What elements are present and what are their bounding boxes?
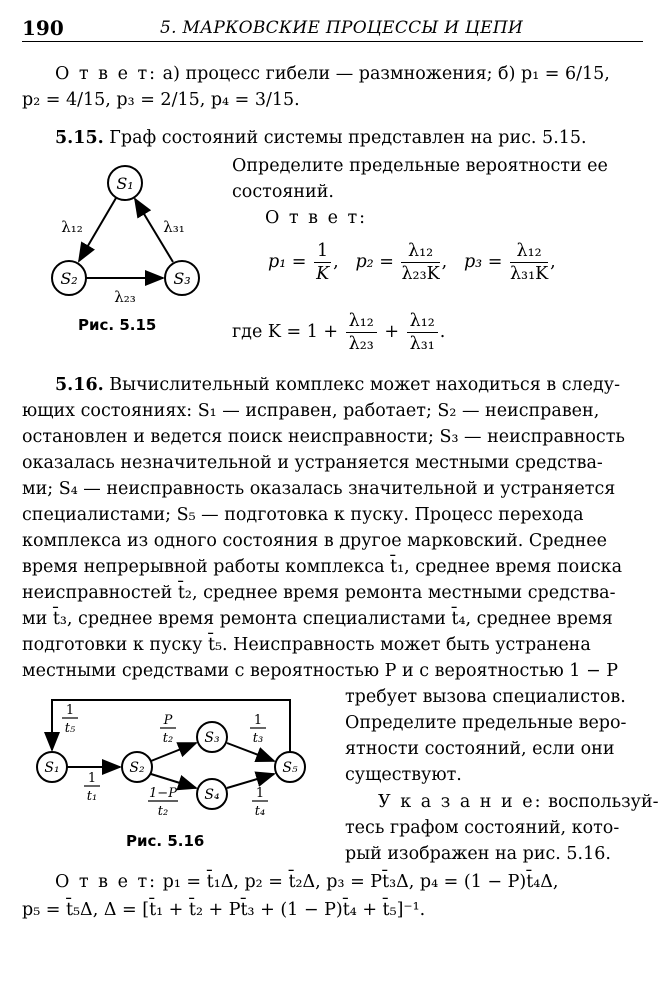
problem-515-line1: [55, 126, 587, 150]
answer-516-line2: p₅ = t̄₅Δ, Δ = [t̄₁ + t̄₂ + Pt̄₃ + (1 − P)t̄₄ + t̄₅]⁻¹.: [22, 900, 426, 920]
answer-label: О т в е т:: [55, 872, 158, 892]
rate-den: t₁: [86, 789, 98, 804]
p1-fraction: [314, 240, 331, 285]
page-number: 190: [22, 16, 64, 40]
k-den2: λ₃₁: [409, 334, 435, 354]
rate-l12-label: λ₁₂: [61, 218, 83, 236]
problem-515-answer-label: О т в е т:: [265, 208, 368, 228]
problem-516-line: остановлен и ведется поиск неисправности; S₃ — неисправность: [22, 427, 625, 447]
problem-515-line2: Определите предельные вероятности ее: [232, 156, 608, 176]
state-s3-label: S₃: [173, 269, 191, 288]
problem-516-line: оказалась незначительной и устраняется местными средства-: [22, 453, 603, 473]
problem-516-line: ми t̄₃, среднее время ремонта специалистами t̄₄, среднее время: [22, 609, 613, 629]
problem-516-line1: [55, 373, 620, 397]
state-s1-label: S₁: [116, 174, 134, 193]
figure-5-15-graph: [22, 160, 222, 310]
rate-num: 1−P: [149, 786, 177, 801]
rate-l23-label: λ₂₃: [114, 288, 136, 306]
p3-fraction: [510, 240, 548, 285]
answer-515-formula: p₁ = $\frac{1}{K}$ , p₂ = $\frac{\text{λ₁₂}}{\text{λ₂₃K}}$ , p₃ = $\frac{\text{λ₁₂}}{\text{λ₃₁K}}$ ,: [268, 241, 556, 284]
answer-text: p₁ = t̄₁Δ, p₂ = t̄₂Δ, p₃ = Pt̄₃Δ, p₄ = (1 − P)t̄₄Δ,: [162, 872, 559, 892]
p1-num: 1: [314, 240, 331, 263]
hint-label: У к а з а н и е:: [378, 792, 543, 812]
answer-515-k-formula: где K = 1 + $\frac{\text{λ₁₂}}{\text{λ₂₃}}$ + $\frac{\text{λ₁₂}}{\text{λ₃₁}}$ .: [232, 311, 446, 354]
problem-516-line: ми; S₄ — неисправность оказалась значительной и устраняется: [22, 479, 616, 499]
problem-516-side-line: ятности состояний, если они: [345, 739, 615, 759]
state-s5-label: S₅: [282, 760, 298, 776]
problem-number: 5.16.: [55, 375, 104, 395]
rate-s1-s2-label: [84, 771, 100, 804]
edge-s4-s5: [227, 774, 274, 788]
problem-516-line: комплекса из одного состояния в другое марковский. Среднее: [22, 531, 608, 551]
figure-5-16-graph: [22, 690, 332, 830]
rate-s2-s4-label: [148, 786, 178, 819]
state-s3-label: S₃: [204, 730, 220, 746]
answer-text: а) процесс гибели — размножения; б) p₁ = 6/15,: [162, 64, 610, 84]
problem-516-hint-line: тесь графом состояний, кото-: [345, 818, 620, 838]
problem-text: Граф состояний системы представлен на рис. 5.15.: [109, 128, 587, 148]
problem-516-line: местными средствами с вероятностью P и с вероятностью 1 − P: [22, 661, 618, 681]
k-plus: +: [384, 322, 400, 342]
k-num2: λ₁₂: [407, 310, 438, 333]
p2-den: λ₂₃K: [401, 264, 440, 284]
problem-516-line: подготовки к пуску t̄₅. Неисправность может быть устранена: [22, 635, 591, 655]
state-s2-label: S₂: [129, 760, 145, 776]
problem-516-hint-line1: [378, 790, 659, 814]
rate-s3-s5-label: [250, 713, 266, 746]
answer-514-line1: [55, 62, 610, 86]
rate-num: 1: [253, 713, 263, 728]
problem-515-line3: состояний.: [232, 182, 334, 202]
p3-den: λ₃₁K: [509, 264, 549, 284]
k-frac2: [407, 310, 438, 355]
problem-516-line: специалистами; S₅ — подготовка к пуску. Процесс перехода: [22, 505, 584, 525]
rate-den: t₅: [64, 721, 76, 736]
rate-s2-s3-label: [160, 713, 176, 746]
state-s4-label: S₄: [204, 787, 220, 803]
k-eq: где K = 1 +: [232, 322, 339, 342]
rate-den: t₃: [252, 731, 264, 746]
page-header: [0, 14, 667, 42]
problem-text: Вычислительный комплекс может находиться в следу-: [109, 375, 621, 395]
figure-5-16-caption: Рис. 5.16: [126, 832, 205, 850]
answer-516-line1: [55, 870, 559, 894]
rate-num: 1: [255, 786, 265, 801]
edge-s2-s3: [151, 743, 196, 761]
rate-num: 1: [87, 771, 97, 786]
rate-s5-s1-label: [62, 703, 78, 736]
problem-516-line: неисправностей t̄₂, среднее время ремонта местными средства-: [22, 583, 616, 603]
p1-eq: p₁ =: [268, 252, 307, 272]
rate-num: P: [163, 713, 173, 728]
k-den1: λ₂₃: [348, 334, 374, 354]
header-rule: [22, 41, 643, 42]
p3-num: λ₁₂: [510, 240, 548, 263]
chapter-title: 5. МАРКОВСКИЕ ПРОЦЕССЫ И ЦЕПИ: [160, 18, 524, 38]
rate-num: 1: [65, 703, 75, 718]
k-frac1: [346, 310, 377, 355]
rate-l31-label: λ₃₁: [163, 218, 185, 236]
problem-516-side-line: существуют.: [345, 765, 462, 785]
answer-label: О т в е т:: [55, 64, 158, 84]
edge-s3-s5: [227, 743, 274, 761]
rate-den: t₄: [254, 804, 266, 819]
hint-text: воспользуй-: [548, 792, 659, 812]
problem-516-side-line: Определите предельные веро-: [345, 713, 627, 733]
state-s1-label: S₁: [44, 760, 60, 776]
p2-num: λ₁₂: [401, 240, 439, 263]
rate-s4-s5-label: [252, 786, 268, 819]
answer-514-line2: p₂ = 4/15, p₃ = 2/15, p₄ = 3/15.: [22, 90, 300, 110]
problem-number: 5.15.: [55, 128, 104, 148]
problem-516-side-line: требует вызова специалистов.: [345, 687, 626, 707]
problem-516-line: время непрерывной работы комплекса t̄₁, среднее время поиска: [22, 557, 623, 577]
problem-516-line: ющих состояниях: S₁ — исправен, работает; S₂ — неисправен,: [22, 401, 600, 421]
p2-eq: p₂ =: [355, 252, 394, 272]
p2-fraction: [401, 240, 439, 285]
p1-den: K: [316, 264, 330, 284]
edge-s1-s2: [79, 198, 116, 261]
k-num1: λ₁₂: [346, 310, 377, 333]
rate-den: t₂: [162, 731, 174, 746]
problem-516-hint-line: рый изображен на рис. 5.16.: [345, 844, 611, 864]
rate-den: t₂: [157, 804, 169, 819]
figure-5-15-caption: Рис. 5.15: [78, 316, 157, 334]
p3-eq: p₃ =: [463, 252, 503, 272]
state-s2-label: S₂: [60, 269, 78, 288]
